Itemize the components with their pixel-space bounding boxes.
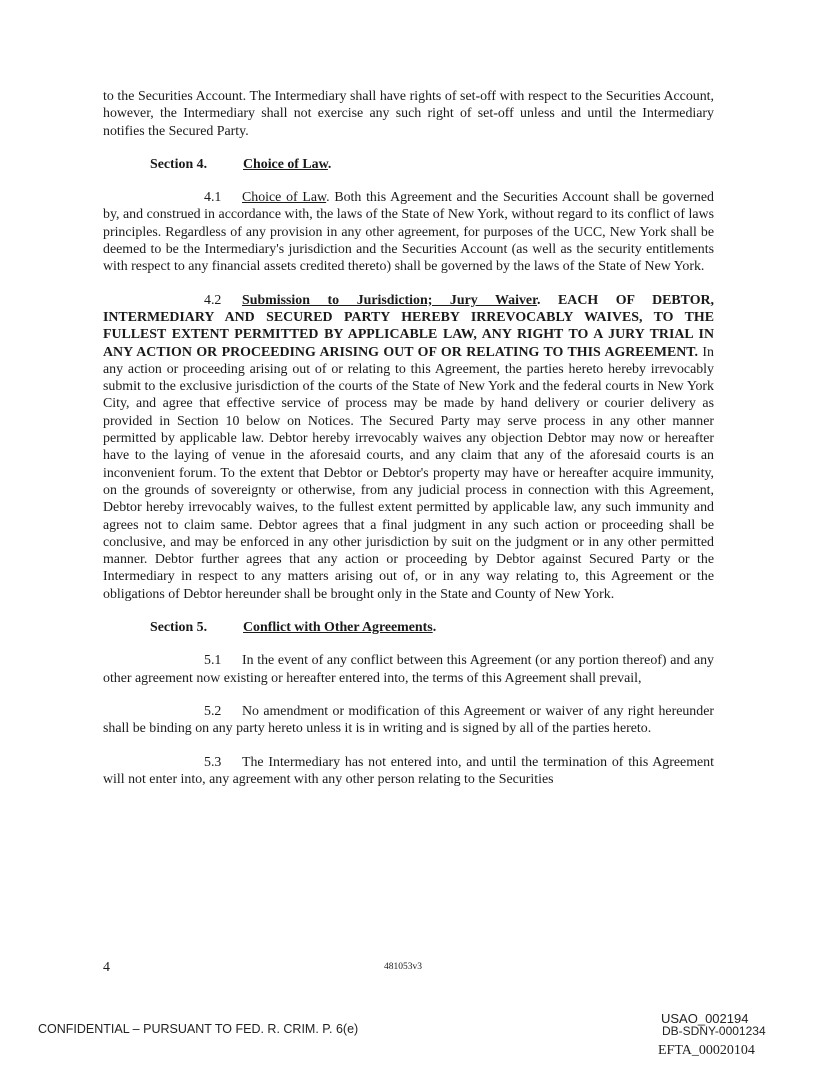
page-number: 4 <box>103 960 110 975</box>
clause-5-2-number: 5.2 <box>204 703 222 719</box>
clause-4-1-title: Choice of Law <box>242 190 327 206</box>
section-5-number: Section 5. <box>150 620 208 636</box>
clause-5-1-number: 5.1 <box>204 653 222 669</box>
efta-number: EFTA_00020104 <box>658 1043 755 1058</box>
document-body <box>103 88 714 804</box>
clause-5-3-number: 5.3 <box>204 754 222 770</box>
clause-5-2 <box>103 703 714 738</box>
clause-5-1-text: In the event of any conflict between this Agreement (or any portion thereof) and any other agreement now existing or hereafter entered into, the terms of this Agreement shall prevail, <box>103 653 714 686</box>
paragraph-continuation: to the Securities Account. The Intermediary shall have rights of set-off with respect to the Securities Account, however, the Intermediary shall not exercise any such right of set-off unless and until the Intermediary notifies the Secured Party. <box>103 89 714 139</box>
clause-4-2-title: Submission to Jurisdiction; Jury Waiver <box>242 292 537 308</box>
document-id: 481053v3 <box>384 962 422 972</box>
clause-5-1 <box>103 652 714 687</box>
section-5-title: Conflict with Other Agreements <box>243 620 433 636</box>
clause-5-3-text: The Intermediary has not entered into, and until the termination of this Agreement will not enter into, any agreement with any other person relating to the Securities <box>103 754 714 787</box>
confidential-notice: CONFIDENTIAL – PURSUANT TO FED. R. CRIM. P. 6(e) <box>38 1022 359 1036</box>
section-4-title: Choice of Law <box>243 156 328 172</box>
clause-4-2-number: 4.2 <box>204 292 222 308</box>
db-sdny-number: DB-SDNY-0001234 <box>662 1024 766 1038</box>
clause-4-2 <box>103 292 714 603</box>
clause-5-3 <box>103 754 714 789</box>
section-4-heading: Section 4. Choice of Law. <box>150 156 332 172</box>
bates-stamp <box>661 1012 766 1038</box>
clause-4-1-text: . Both this Agreement and the Securities Account shall be governed by, and construed in accordance with, the laws of the State of New York, without regard to its conflict of laws principles. Regardless of any provision in any other agreement, for purposes of the UCC, New York shall be deemed to be the Intermediary's jurisdiction and the Securities Account (as well as the security entitlements with respect to any financial assets credited thereto) shall be governed by the laws of the State of New York. <box>103 190 714 275</box>
usao-number: USAO_002194 <box>661 1011 749 1026</box>
clause-4-1 <box>103 189 714 275</box>
section-4-number: Section 4. <box>150 156 208 172</box>
clause-4-1-number: 4.1 <box>204 190 222 206</box>
clause-4-2-jury-waiver: . EACH OF DEBTOR, INTERMEDIARY AND SECURED PARTY HEREBY IRREVOCABLY WAIVES, TO THE FULLEST EXTENT PERMITTED BY APPLICABLE LAW, ANY RIGHT TO A JURY TRIAL IN ANY ACTION OR PROCEEDING ARISING OUT OF OR RELATING TO THIS AGREEMENT. <box>103 292 714 360</box>
section-5-heading: Section 5. Conflict with Other Agreements. <box>150 620 437 636</box>
clause-5-2-text: No amendment or modification of this Agreement or waiver of any right hereunder shall be binding on any party hereto unless it is in writing and is signed by all of the parties hereto. <box>103 703 714 737</box>
clause-4-2-text: In any action or proceeding arising out of or relating to this Agreement, the parties hereto hereby irrevocably submit to the exclusive jurisdiction of the courts of the State of New York and the federal courts in New York City, and agree that effective service of process may be made by hand delivery or courier delivery as provided in Section 10 below on Notices. The Secured Party may serve process in any other manner permitted by applicable law. Debtor hereby irrevocably waives any objection Debtor may now or hereafter have to the laying of venue in the aforesaid courts, and any claim that any of the aforesaid courts is an inconvenient forum. To the extent that Debtor or Debtor's property may have or hereafter acquire immunity, on the grounds of sovereignty or otherwise, from any judicial process in connection with this Agreement, Debtor hereby irrevocably waives, to the fullest extent permitted by applicable law, any such immunity and agrees not to claim same. Debtor agrees that a final judgment in any such action or proceeding shall be conclusive, and may be enforced in any other jurisdiction by suit on the judgment or in any other permitted manner. Debtor further agrees that any action or proceeding by Debtor against Secured Party or the Intermediary in respect to any matters arising out of, or in any way relating to, this Agreement or the obligations of Debtor hereunder shall be brought only in the State and County of New York. <box>103 344 715 602</box>
